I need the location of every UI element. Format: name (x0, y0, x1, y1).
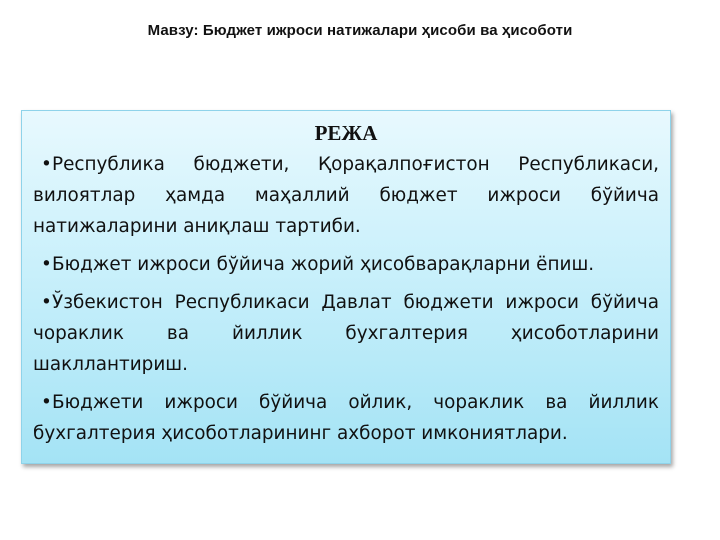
plan-item-text: Республика бюджети, Қорақалпоғистон Республикаси, вилоятлар ҳамда маҳаллий бюджет ижроси бўйича натижаларини аниқлаш тартиби. (33, 154, 659, 237)
bullet-icon: • (41, 254, 52, 275)
plan-item-text: Бюджет ижроси бўйича жорий ҳисобварақларни ёпиш. (52, 254, 595, 275)
plan-item (33, 149, 659, 242)
plan-item (33, 287, 659, 380)
bullet-icon: • (41, 292, 52, 313)
plan-item-text: Бюджети ижроси бўйича ойлик, чораклик ва йиллик бухгалтерия ҳисоботларининг ахборот имкониятлари. (33, 392, 659, 444)
plan-box (21, 110, 671, 464)
slide-title: Мавзу: Бюджет ижроси натижалари ҳисоби ва ҳисоботи (147, 22, 573, 39)
plan-heading: РЕЖА (314, 121, 378, 145)
bullet-icon: • (41, 392, 52, 413)
bullet-icon: • (41, 154, 52, 175)
plan-item (33, 249, 659, 280)
plan-item (33, 387, 659, 449)
plan-item-text: Ўзбекистон Республикаси Давлат бюджети ижроси бўйича чораклик ва йиллик бухгалтерия ҳисоботларини шакллантириш. (33, 292, 659, 375)
